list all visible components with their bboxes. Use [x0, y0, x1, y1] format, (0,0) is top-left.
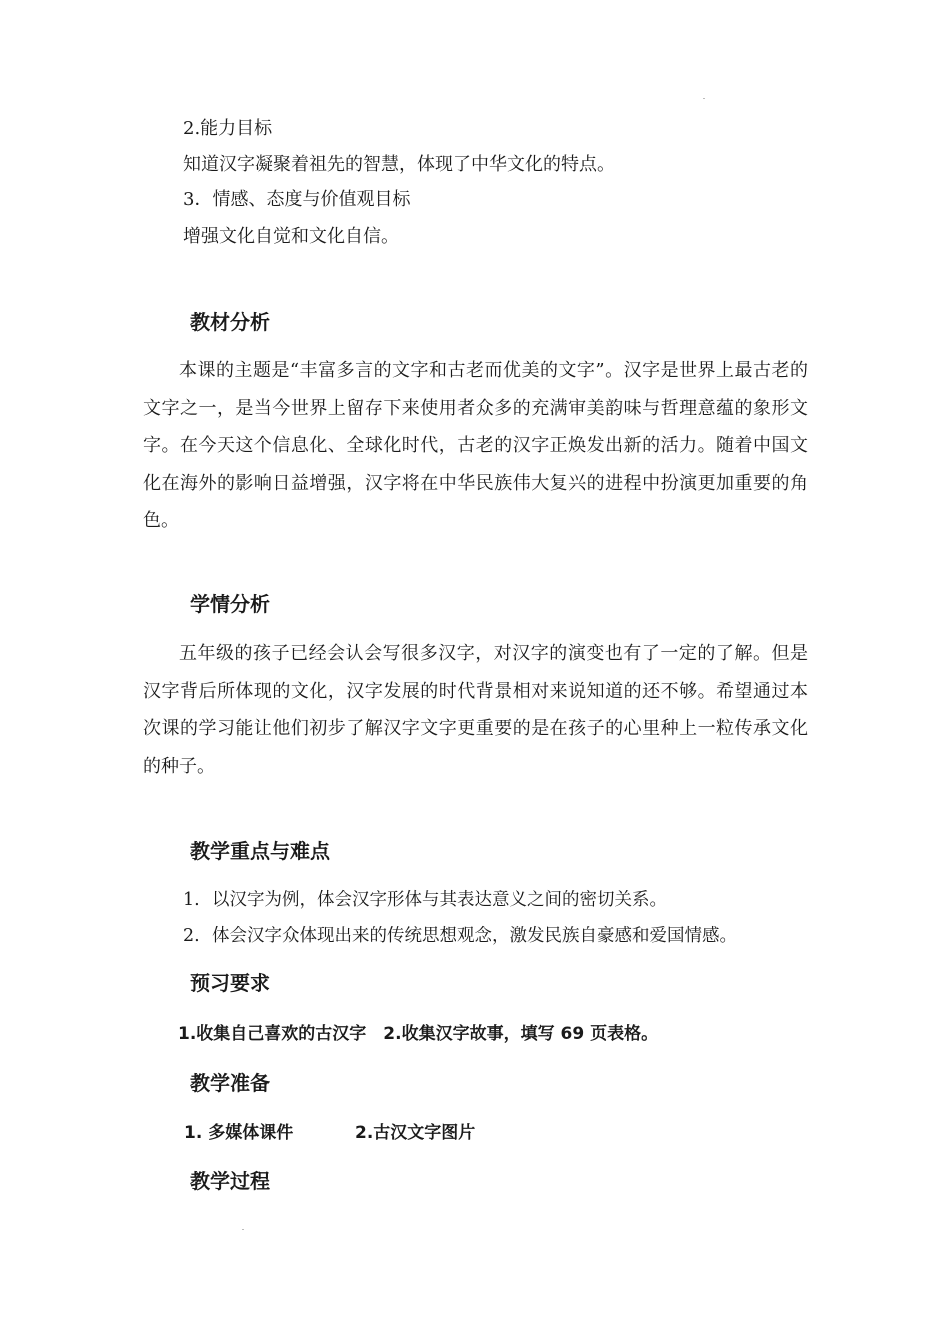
- emotion-goal-text: 增强文化自觉和文化自信。: [183, 226, 399, 247]
- key-point-item: [183, 888, 667, 912]
- key-point-number: 1.: [183, 890, 200, 910]
- preparation-item-2: 2.古汉文字图片: [355, 1123, 476, 1143]
- preview-heading: 预习要求: [190, 971, 270, 995]
- key-point-text: 体会汉字众体现出来的传统思想观念，激发民族自豪感和爱国情感。: [212, 926, 737, 946]
- process-heading: 教学过程: [190, 1169, 270, 1193]
- emotion-goal-title: 3．情感、态度与价值观目标: [183, 189, 411, 210]
- key-points-heading: 教学重点与难点: [190, 839, 330, 863]
- scan-dot: [703, 98, 705, 99]
- scan-dot: [242, 1229, 244, 1230]
- student-analysis-text: 五年级的孩子已经会认会写很多汉字，对汉字的演变也有了一定的了解。但是汉字背后所体现的文化，汉字发展的时代背景相对来说知道的还不够。希望通过本次课的学习能让他们初步了解汉字文字更重要的是在孩子的心里种上一粒传承文化的种子。: [143, 643, 808, 777]
- preparation-item-1: 1. 多媒体课件: [184, 1123, 294, 1143]
- ability-goal-title: 2.能力目标: [183, 118, 273, 139]
- material-analysis-text: 本课的主题是“丰富多言的文字和古老而优美的文字”。汉字是世界上最古老的文字之一，是当今世界上留存下来使用者众多的充满审美韵味与哲理意蕴的象形文字。在今天这个信息化、全球化时代，古老的汉字正焕发出新的活力。随着中国文化在海外的影响日益增强，汉字将在中华民族伟大复兴的进程中扮演更加重要的角色。: [143, 360, 808, 531]
- preview-text: 1.收集自己喜欢的古汉字 2.收集汉字故事，填写 69 页表格。: [178, 1024, 659, 1044]
- material-analysis-heading: 教材分析: [190, 310, 270, 334]
- preparation-heading: 教学准备: [190, 1071, 270, 1095]
- ability-goal-text: 知道汉字凝聚着祖先的智慧，体现了中华文化的特点。: [183, 154, 615, 175]
- key-point-number: 2.: [183, 926, 200, 946]
- key-point-text: 以汉字为例，体会汉字形体与其表达意义之间的密切关系。: [212, 890, 667, 910]
- key-point-item: [183, 924, 737, 948]
- student-analysis-heading: 学情分析: [190, 592, 270, 616]
